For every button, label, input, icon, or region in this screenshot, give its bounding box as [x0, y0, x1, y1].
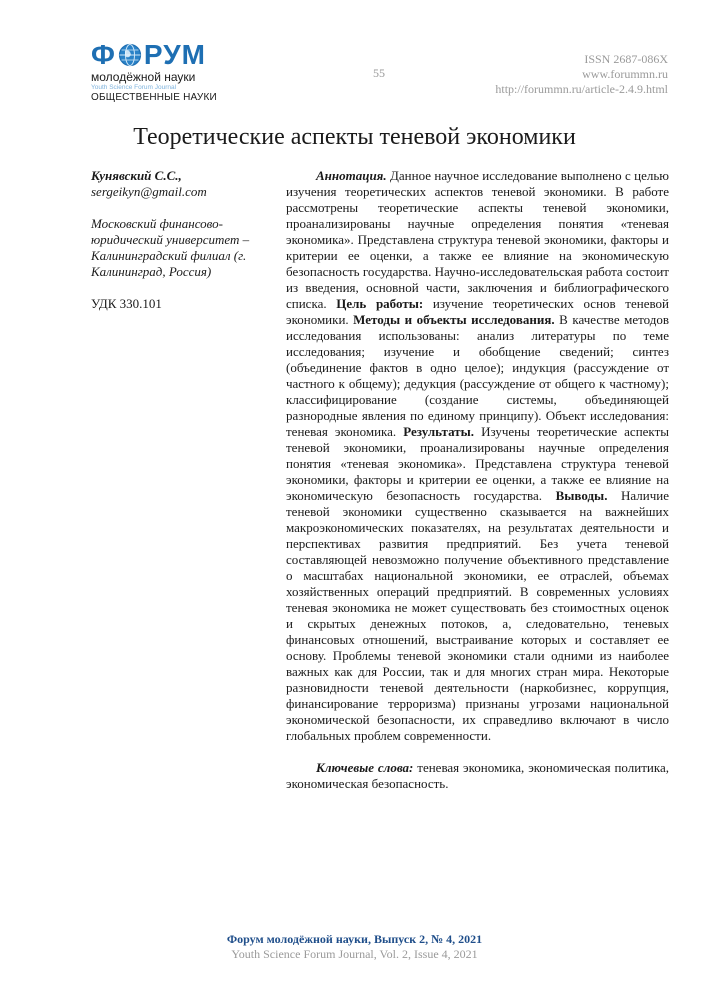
udk-code: УДК 330.101 — [91, 296, 162, 311]
logo-subtitle: молодёжной науки — [91, 70, 196, 84]
page-number: 55 — [373, 66, 385, 80]
conclusions-label: Выводы. — [555, 488, 608, 503]
article-link[interactable]: http://forummn.ru/article-2.4.9.html — [495, 82, 668, 96]
footer-journal-en: Youth Science Forum Journal, Vol. 2, Issue 4, 2021 — [231, 947, 478, 961]
site-link[interactable]: www.forummn.ru — [582, 67, 668, 81]
author-affiliation: Московский финансово-юридический университет – Калининградский филиал (г. Калининград, Россия) — [91, 216, 250, 279]
journal-logo — [91, 40, 261, 104]
conclusions-text: Наличие теневой экономики существенно сказывается на важнейших макроэкономических показателях, на результатах деятельности и перспективах развития предприятий. Без учета теневой составляющей невозможно получение объективного представление о масштабах национальной экономики, ее отраслей, объемах хозяйственных операций предприятий. В современных условиях теневая экономика не может существовать без стоимостных оценок и скрытых денежных потоков, а, следовательно, теневых финансовых отношений, выстраивание которых и составляет ее основу. Проблемы теневой экономики стали одними из наиболее важных как для России, так и для многих стран мира. Некоторые разновидности теневой деятельности (наркобизнес, коррупция, финансирование терроризма) признаны угрозами национальной экономической безопасности, их справедливо включают в число глобальных проблем современности. — [286, 488, 669, 743]
journal-info — [495, 52, 668, 97]
abstract-paragraph — [286, 168, 669, 744]
footer-journal-ru: Форум молодёжной науки, Выпуск 2, № 4, 2021 — [226, 932, 483, 946]
keywords-text: теневая экономика, экономическая политика, экономическая безопасность. — [286, 760, 669, 791]
goal-label: Цель работы: — [336, 296, 424, 311]
results-label: Результаты. — [403, 424, 475, 439]
issn: ISSN 2687-086X — [584, 52, 668, 66]
abstract-block — [286, 168, 669, 792]
keywords-label: Ключевые слова: — [316, 760, 414, 775]
logo-subtitle-en: Youth Science Forum Journal — [91, 84, 177, 91]
keywords-paragraph — [286, 760, 669, 792]
logo-section: ОБЩЕСТВЕННЫЕ НАУКИ — [91, 92, 217, 103]
logo-wordmark — [91, 40, 261, 70]
goal-text: изучение теоретических основ теневой экономики. — [286, 296, 669, 327]
author-email[interactable]: sergeikyn@gmail.com — [91, 184, 207, 199]
author-block — [91, 168, 271, 312]
annotation-label: Аннотация. — [316, 168, 387, 183]
annotation-text: Данное научное исследование выполнено с целью изучения теоретических аспектов теневой экономики. В работе рассмотрены теоретические аспекты теневой экономики, проанализированы научные определения понятия «теневая экономика». Представлена структура теневой экономики, факторы и критерии ее оценки, а также ее влияние на экономическую безопасность государства. Научно-исследовательская работа состоит из введения, основной части, заключения и библиографического списка. — [286, 168, 669, 311]
methods-label: Методы и объекты исследования. — [353, 312, 555, 327]
methods-text: В качестве методов исследования использованы: анализ литературы по теме исследования; изучение и обобщение сведений; синтез (объединение фактов в одно целое); индукция (рассуждение от частного к общему); дедукция (рассуждение от общего к частному); классифицирование (создание системы, объединяющей разнородные явления по единому принципу). Объект исследования: теневая экономика. — [286, 312, 670, 439]
logo-word-right: РУМ — [143, 39, 206, 70]
article-title: Теоретические аспекты теневой экономики — [133, 124, 576, 150]
results-text: Изучены теоретические аспекты теневой экономики, проанализированы научные определения понятия «теневая экономика». Представлена структура теневой экономики, факторы и критерии ее оценки, а также ее влияние на экономическую безопасность государства. — [286, 424, 669, 503]
logo-word-left: Ф — [91, 39, 116, 70]
page-footer — [0, 932, 709, 962]
globe-icon — [118, 43, 142, 67]
author-name: Кунявский С.С., — [91, 168, 182, 183]
